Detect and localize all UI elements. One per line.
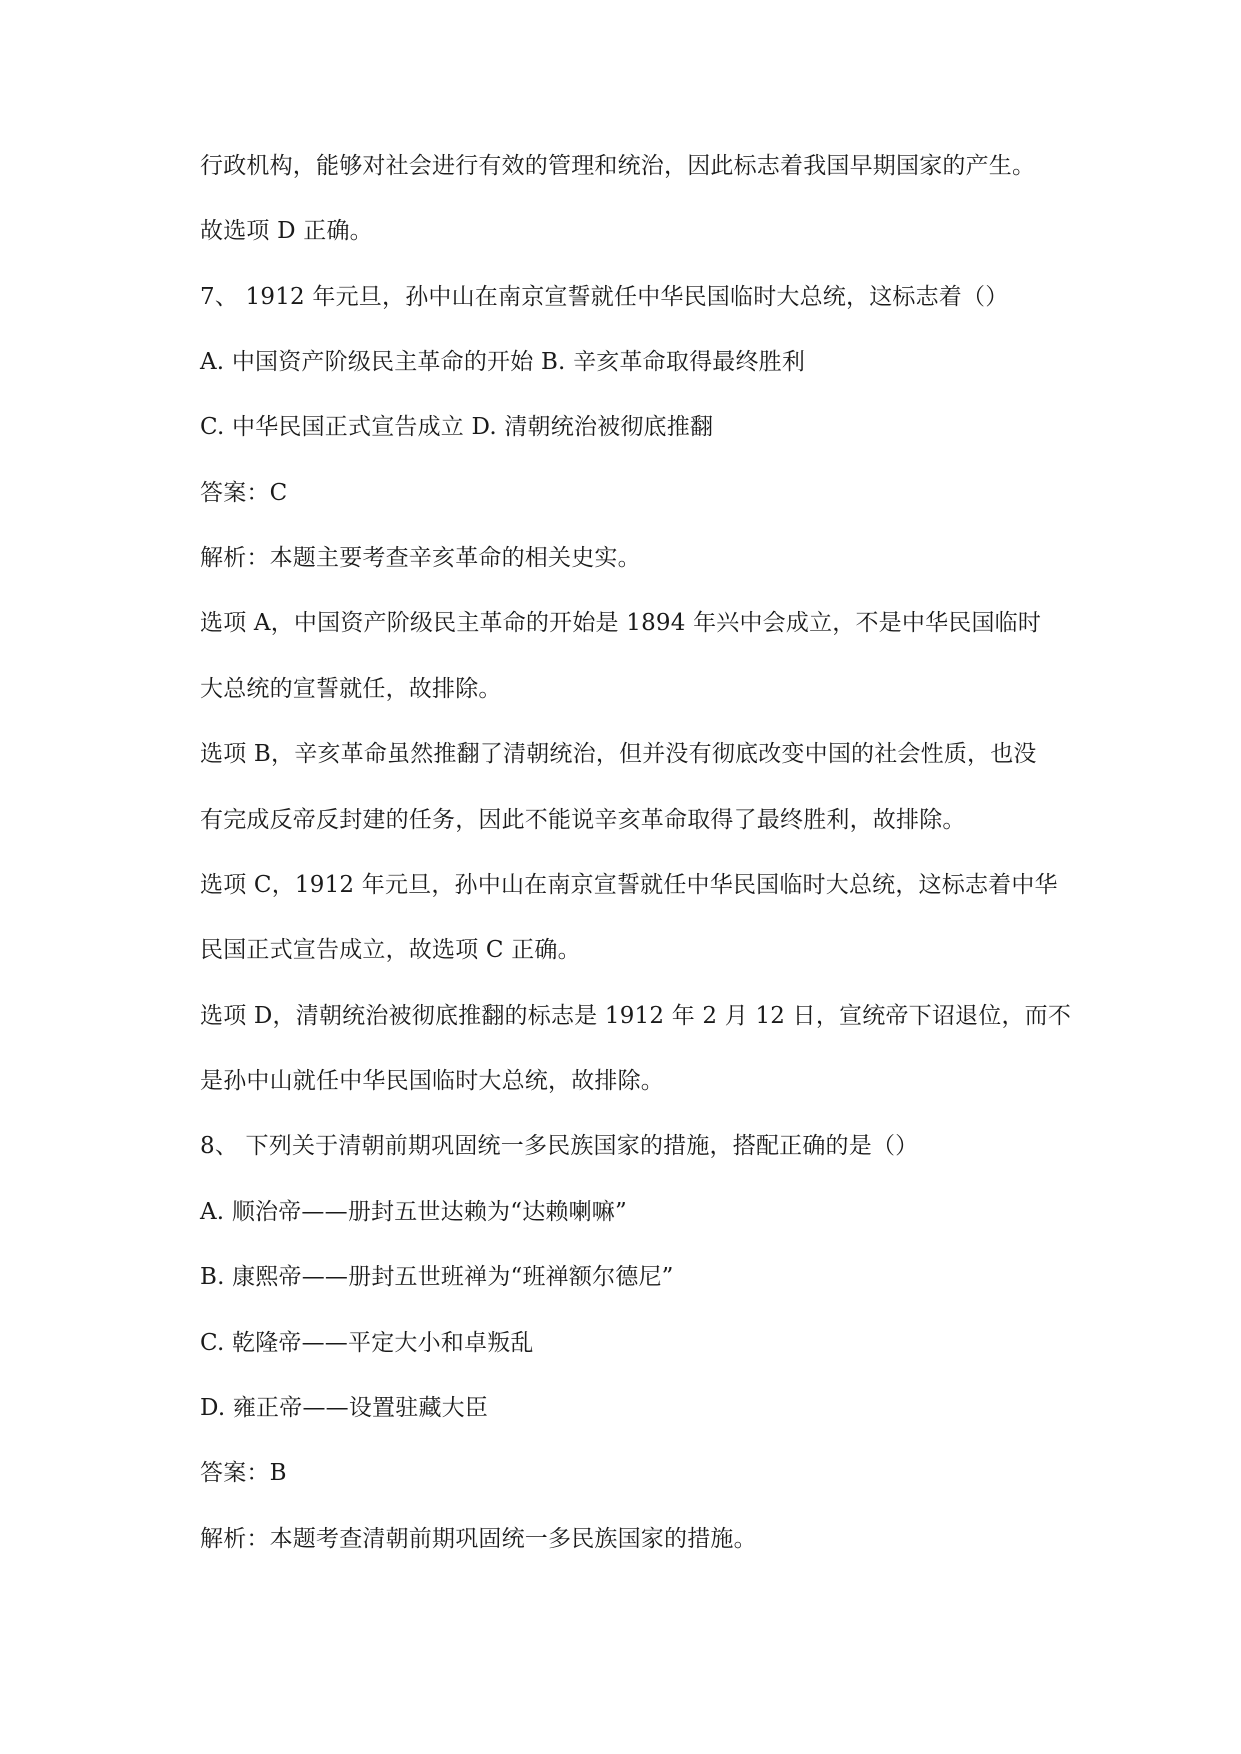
- text-line: 选项 C，1912 年元旦，孙中山在南京宣誓就任中华民国临时大总统，这标志着中华: [200, 872, 1058, 898]
- option-line: B. 康熙帝——册封五世班禅为“班禅额尔德尼”: [200, 1264, 674, 1290]
- option-line: C. 乾隆帝——平定大小和卓叛乱: [200, 1330, 534, 1356]
- answer-line: 答案：B: [200, 1460, 287, 1486]
- text-line: 有完成反帝反封建的任务，因此不能说辛亥革命取得了最终胜利，故排除。: [200, 807, 966, 833]
- option-line: A. 中国资产阶级民主革命的开始 B. 辛亥革命取得最终胜利: [200, 349, 806, 375]
- text-line: 选项 B，辛亥革命虽然推翻了清朝统治，但并没有彻底改变中国的社会性质，也没: [200, 741, 1037, 767]
- analysis-line: 解析：本题考查清朝前期巩固统一多民族国家的措施。: [200, 1526, 757, 1552]
- text-line: 行政机构，能够对社会进行有效的管理和统治，因此标志着我国早期国家的产生。: [200, 153, 1036, 179]
- question-8: 8、 下列关于清朝前期巩固统一多民族国家的措施，搭配正确的是（）: [200, 1133, 919, 1159]
- question-7: 7、 1912 年元旦，孙中山在南京宣誓就任中华民国临时大总统，这标志着（）: [200, 284, 1009, 310]
- option-line: C. 中华民国正式宣告成立 D. 清朝统治被彻底推翻: [200, 414, 714, 440]
- option-line: D. 雍正帝——设置驻藏大臣: [200, 1395, 489, 1421]
- analysis-line: 解析：本题主要考查辛亥革命的相关史实。: [200, 545, 641, 571]
- text-line: 是孙中山就任中华民国临时大总统，故排除。: [200, 1068, 664, 1094]
- option-line: A. 顺治帝——册封五世达赖为“达赖喇嘛”: [200, 1199, 627, 1225]
- text-line: 选项 A，中国资产阶级民主革命的开始是 1894 年兴中会成立，不是中华民国临时: [200, 610, 1042, 636]
- text-line: 故选项 D 正确。: [200, 218, 373, 244]
- text-line: 选项 D，清朝统治被彻底推翻的标志是 1912 年 2 月 12 日，宣统帝下诏退位，而不: [200, 1003, 1072, 1029]
- answer-line: 答案：C: [200, 480, 288, 506]
- text-line: 民国正式宣告成立，故选项 C 正确。: [200, 937, 581, 963]
- text-line: 大总统的宣誓就任，故排除。: [200, 676, 502, 702]
